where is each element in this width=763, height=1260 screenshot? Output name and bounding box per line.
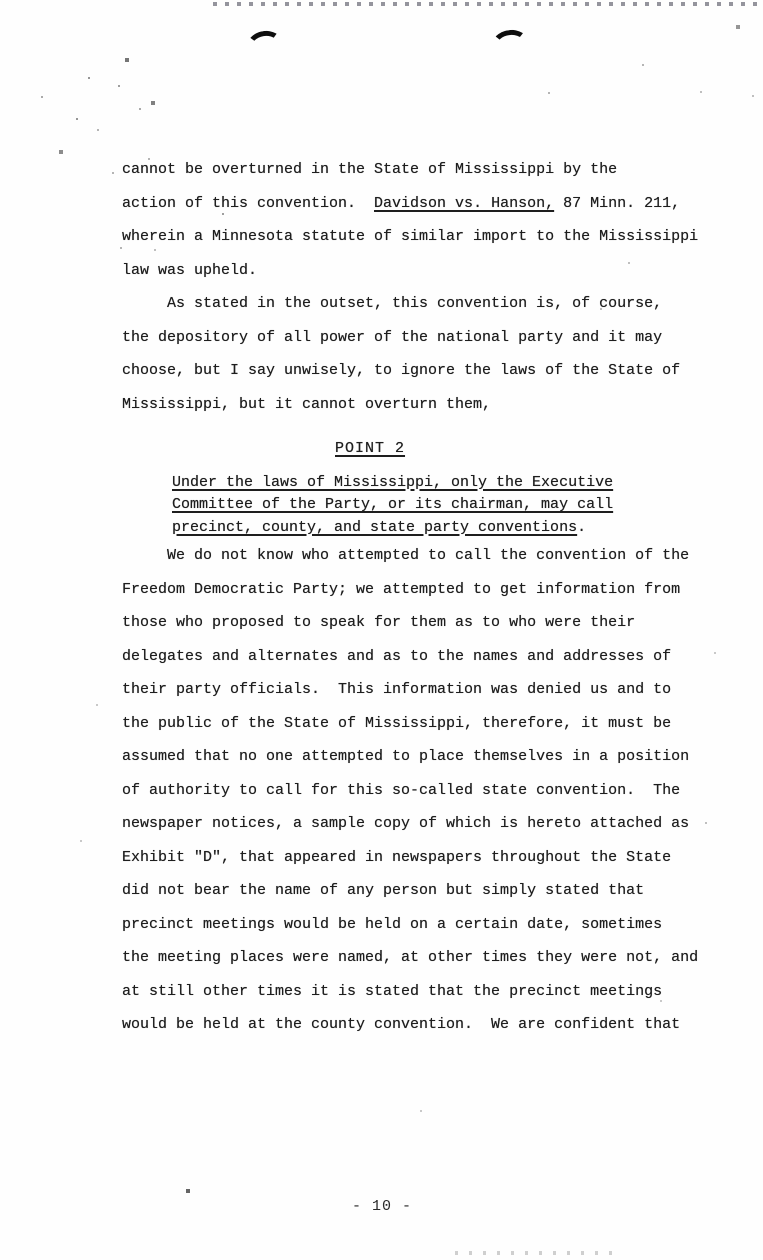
paragraph-3-line: at still other times it is stated that the precinct meetings [122,982,663,1000]
paragraph-2-line: As stated in the outset, this convention is, of course, [122,295,663,312]
point-2-heading-line: POINT 2 [335,440,406,457]
paragraph-3-line: of authority to call for this so-called state convention. The [122,781,681,799]
paragraph-3-line: Exhibit "D", that appeared in newspapers throughout the State [122,848,672,866]
point-2-heading [122,432,722,466]
punch-arc-left [245,28,285,62]
perforation-dotted-line [213,2,763,6]
point-2-subheading-line: Under the laws of Mississippi, only the Executive [172,473,614,491]
point-2-subheading-line: precinct, county, and state party conventions. [172,518,587,536]
paragraph-1-line: action of this convention. Davidson vs. Hanson, 87 Minn. 211, [122,194,681,212]
paragraph-2 [122,287,722,421]
document-text-column [122,153,722,1042]
paragraph-3-line: newspaper notices, a sample copy of which is hereto attached as [122,815,690,832]
paragraph-3-line: the public of the State of Mississippi, therefore, it must be [122,714,672,732]
point-2-subheading-line: Committee of the Party, or its chairman, may call [172,496,614,513]
paragraph-3-line: We do not know who attempted to call the convention of the [122,547,690,564]
paragraph-2-line: Mississippi, but it cannot overturn them, [122,395,492,413]
point-2-subheading [122,472,722,540]
paragraph-3-line: assumed that no one attempted to place themselves in a position [122,748,690,765]
paragraph-1-line: cannot be overturned in the State of Mississippi by the [122,161,618,178]
paragraph-1-line: law was upheld. [122,261,258,279]
bottom-scan-artifacts [455,1251,620,1255]
paragraph-3-line: the meeting places were named, at other times they were not, and [122,949,699,966]
paragraph-3-line: Freedom Democratic Party; we attempted to get information from [122,580,681,598]
paragraph-3-line: their party officials. This information was denied us and to [122,681,672,698]
paragraph-3 [122,539,722,1042]
paragraph-2-line: choose, but I say unwisely, to ignore the laws of the State of [122,362,681,379]
paragraph-3-line: did not bear the name of any person but simply stated that [122,882,645,899]
punch-arc-right [490,28,530,61]
paragraph-1-line: wherein a Minnesota statute of similar import to the Mississippi [122,228,699,245]
paragraph-1 [122,153,722,287]
paragraph-2-line: the depository of all power of the national party and it may [122,328,663,346]
paragraph-3-line: would be held at the county convention. We are confident that [122,1016,681,1033]
paragraph-3-line: precinct meetings would be held on a certain date, sometimes [122,915,663,933]
paragraph-3-line: delegates and alternates and as to the names and addresses of [122,647,672,665]
scan-noise-specks [0,0,2,2]
paragraph-3-line: those who proposed to speak for them as to who were their [122,614,636,631]
page-number: - 10 - [352,1198,413,1215]
